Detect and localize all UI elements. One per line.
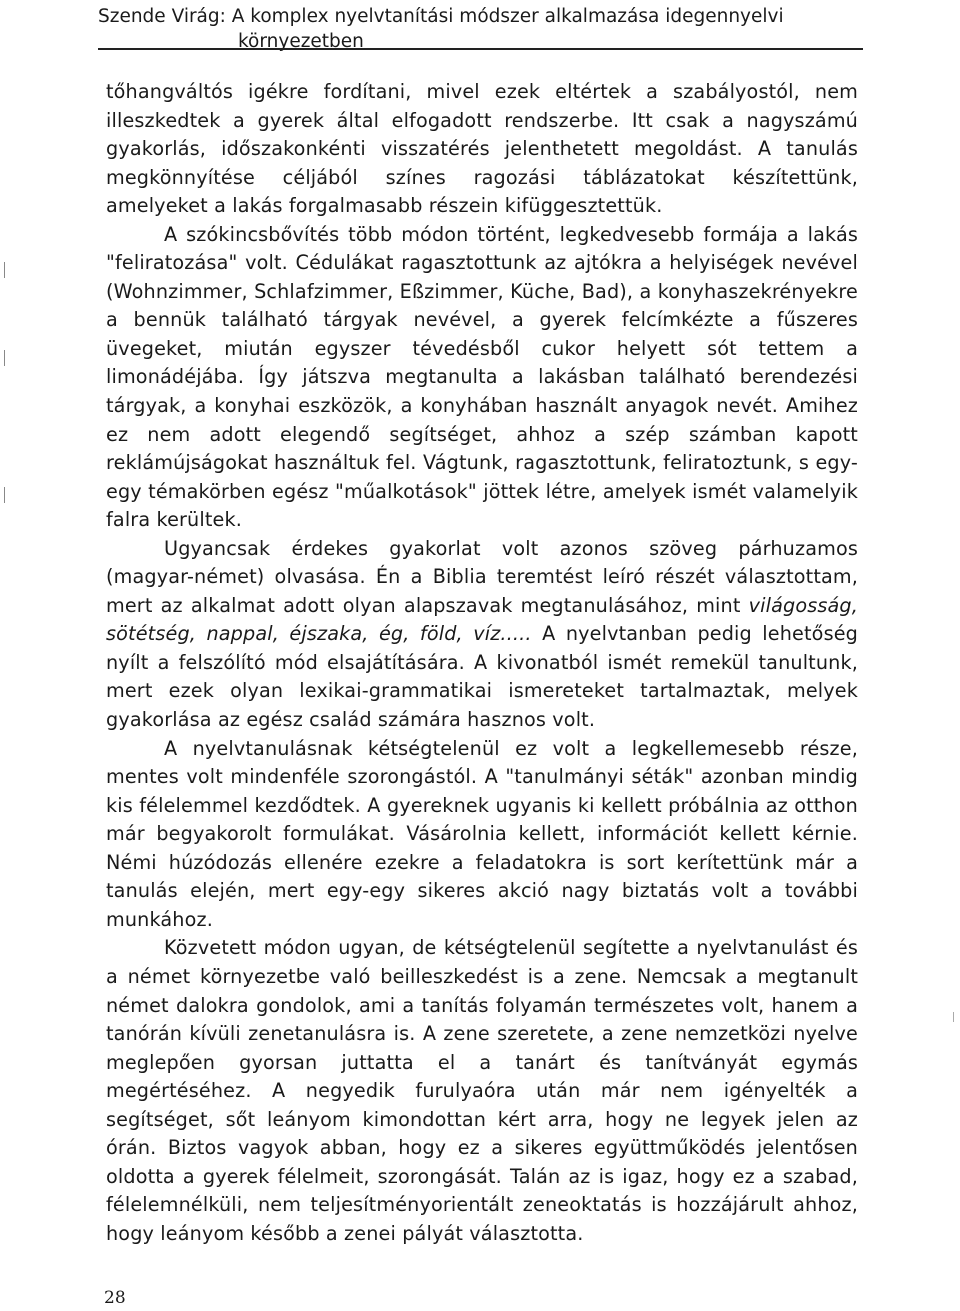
paragraph [106,934,858,1248]
paragraph-text: Ugyancsak érdekes gyakorlat volt azonos szöveg párhuzamos (magyar-német) olvasása. Én a Biblia teremtést leíró részét választottam, mert az alkalmat adott olyan alapszavak megtanulásához, mint [106,536,858,617]
paragraph-text: Közvetett módon ugyan, de kétségtelenül segítette a nyelvtanulást és a német környezetbe való beilleszkedést is a zene. Nemcsak a megtanult német dalokra gondolok, ami a tanítás folyamán természetes volt, hanem a tanórán kívüli zenetanulásra is. A zene szeretete, a zene nemzetközi nyelve meglepően gyorsan juttatta el a tanárt és tanítványát egymás megértéséhez. A negyedik furulyaóra után már nem igényelték a segítséget, sőt leányom kimondottan kért arra, hogy ne legyek jelen az órán. Biztos vagyok abban, hogy ez a sikeres együttműködés jelentősen oldotta a gyerek félelmeit, szorongását. Talán az is igaz, hogy ez a szabad, félelemnélküli, nem teljesítményorientált zeneoktatás is hozzájárult ahhoz, hogy leányom később a zenei pályát választotta. [106,936,858,1245]
paragraph-text: A nyelvtanban pedig lehetőség nyílt a felszólító mód elsajátítására. A kivonatból ismét remekül tanultunk, mert ezek olyan lexikai-grammatikai ismereteket tartalmaztak, melyek gyakorlása az egész család számára hasznos volt. [106,622,858,732]
body-text [106,78,858,1248]
paragraph [106,221,858,535]
scan-margin-mark [4,487,5,503]
paragraph-text: tőhangváltós igékre fordítani, mivel ezek eltértek a szabályostól, nem illeszkedtek a gyerek által elfogadott rendszerbe. Itt csak a nagyszámú gyakorlás, időszakonkénti visszatérés jelenthetett megoldást. A tanulás megkönnyítése céljából színes ragozási táblázatokat készítettünk, amelyeket a lakás forgalmasabb részein kifüggesztettük. [106,80,858,218]
scan-margin-mark [4,262,5,278]
header-rule [98,48,863,50]
paragraph-text: A szókincsbővítés több módon történt, legkedvesebb formája a lakás "feliratozása" volt. Cédulákat ragasztottunk az ajtókra a helyiségek nevével (Wohnzimmer, Schlafzimmer, Eßzimmer, Küche, Bad), a konyhaszekrényekre a bennük található tárgyak nevével, a gyerek felcímkézte a fűszeres üvegeket, miután egyszer tévedésből cukor helyett sót tettem a limonádéjába. Így játszva megtanulta a lakásban található berendezési tárgyak, a konyhai eszközök, a konyhában használt anyagok nevét. Amihez ez nem adott elegendő segítséget, ahhoz a szép számban kapott reklámújságokat használtuk fel. Vágtunk, ragasztottunk, feliratoztunk, s egy-egy témakörben egész "műalkotások" jöttek létre, amelyek ismét valamelyik falra kerültek. [106,222,858,532]
running-header [98,4,868,54]
paragraph [106,78,858,221]
running-header-line-2: környezetben [238,31,364,52]
running-header-line-1: Szende Virág: A komplex nyelvtanítási módszer alkalmazása idegennyelvi [98,6,784,27]
page-number: 28 [104,1288,126,1308]
paragraph-text: A nyelvtanulásnak kétségtelenül ez volt a legkellemesebb része, mentes volt mindenféle szorongástól. A "tanulmányi séták" azonban mindig kis félelemmel kezdődtek. A gyereknek ugyanis ki kellett próbálnia az otthon már begyakorolt formulákat. Vásárolnia kellett, információt kellett kérnie. Némi húzódozás ellenére ezekre a feladatokra is sort kerítettünk már a tanulás elején, mert egy-egy sikeres akció nagy biztatás volt a további munkához. [106,736,858,931]
scan-margin-mark [4,350,5,366]
scan-margin-mark [953,1012,954,1022]
paragraph [106,535,858,735]
paragraph [106,735,858,935]
italic-text: világosság, sötétség, nappal, éjszaka, ég, föld, víz..... [106,593,858,646]
